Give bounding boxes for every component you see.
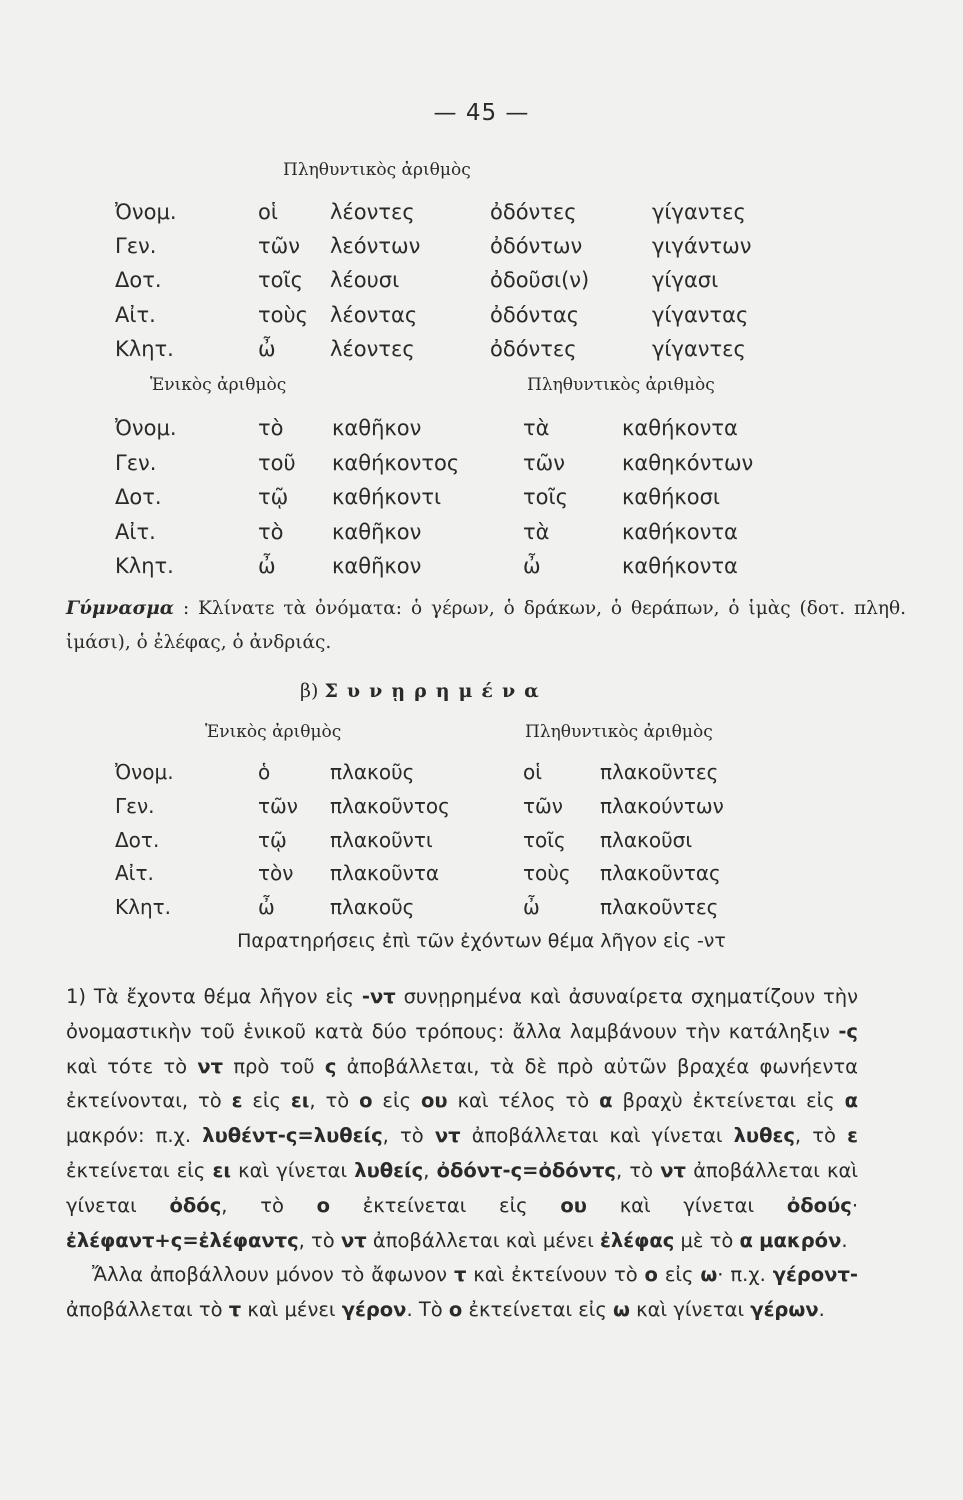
emphasized-term: ε <box>231 1089 243 1113</box>
text-run: , τὸ <box>382 1124 435 1148</box>
table1-cell-case-label: Ὀνομ. <box>115 200 177 224</box>
table3-cell-plural-article: οἱ <box>523 760 543 784</box>
emphasized-term: ἐλέφαντ+ς=ἐλέφαντς <box>66 1228 299 1252</box>
table2-cell-form: καθῆκον <box>332 519 422 544</box>
observations-body <box>66 980 858 1328</box>
table1-cell-plural-form: γιγάντων <box>652 234 752 259</box>
table1-row <box>0 200 963 234</box>
text-run: συνῃρημένα καὶ ἀσυναίρετα σχηματίζουν τὴν ὀνομαστικὴν τοῦ ἑνικοῦ κατὰ δύο τρόπους: ἄλλα λαμβάνουν τὴν κατάληξιν <box>66 985 858 1043</box>
table2-row <box>0 451 963 485</box>
table3-cell-article: ὦ <box>258 895 275 920</box>
table3-cell-plural-article: τοῖς <box>523 827 566 852</box>
table3-cell-form: πλακοῦντος <box>330 793 450 818</box>
emphasized-term: ντ <box>340 1228 367 1252</box>
emphasized-term: ου <box>420 1089 448 1113</box>
text-run: , τὸ <box>309 1089 360 1113</box>
text-run: καὶ γίνεται <box>629 1298 751 1322</box>
table3-cell-form: πλακοῦντι <box>330 827 433 852</box>
emphasized-term: α <box>844 1089 859 1113</box>
emphasized-term: ς <box>324 1054 337 1078</box>
observations-title: Παρατηρήσεις ἐπὶ τῶν ἐχόντων θέμα λῆγον εἰς -ντ <box>237 930 726 952</box>
table2-cell-plural-article: ὦ <box>523 554 541 578</box>
table1-cell-form: λεόντων <box>330 234 421 259</box>
table3-row <box>0 828 963 862</box>
emphasized-term: λυθέντ-ς=λυθείς <box>202 1124 383 1148</box>
emphasized-term: τ <box>453 1263 467 1287</box>
text-run: ἀποβάλλεται τὸ <box>66 1298 229 1322</box>
table3-cell-plural-article: τῶν <box>523 793 563 818</box>
text-run: καὶ γίνεται <box>230 1158 355 1182</box>
table1-cell-plural-form: γίγαντες <box>652 200 746 224</box>
text-run: · π.χ. <box>717 1263 773 1287</box>
section-title-text: Συνῃρημένα <box>324 680 548 702</box>
emphasized-term: ὀδός <box>169 1193 222 1217</box>
table3-cell-article: τῶν <box>258 793 298 818</box>
text-run: ἀποβάλλεται, τὰ δὲ πρὸ αὐτῶν βραχέα φωνήεντα ἐκτείνονται, τὸ <box>66 1054 858 1113</box>
table2-cell-article: τὸ <box>258 416 284 440</box>
table3-cell-article: ὁ <box>258 760 271 784</box>
table1-cell-article: οἱ <box>258 200 278 224</box>
text-run: ἀποβάλλεται καὶ μένει <box>366 1228 601 1252</box>
text-run: ἐκτείνεται εἰς <box>330 1193 561 1217</box>
emphasized-term: ντ <box>197 1054 224 1078</box>
table1-cell-plural-article: ὀδόντων <box>490 234 583 259</box>
table2-cell-case-label: Κλητ. <box>115 554 174 578</box>
emphasized-term: ει <box>290 1089 310 1113</box>
table2-cell-case-label: Ὀνομ. <box>115 416 177 440</box>
emphasized-term: ε <box>847 1124 858 1148</box>
table2-cell-case-label: Γεν. <box>115 450 157 475</box>
emphasized-term: ντ <box>660 1158 686 1182</box>
table3-cell-case-label: Αἰτ. <box>115 861 154 886</box>
table3-cell-form: πλακοῦς <box>330 760 415 784</box>
table1-header: Πληθυντικὸς ἀριθμὸς <box>283 160 471 180</box>
observation-paragraph-1 <box>66 980 858 1258</box>
emphasized-term: γέροντ- <box>772 1263 858 1287</box>
text-run: μακρόν: π.χ. <box>66 1124 203 1148</box>
table2-cell-plural-form: καθήκοσι <box>622 485 721 509</box>
table1-cell-plural-article: ὀδόντας <box>490 302 580 327</box>
table1-cell-case-label: Δοτ. <box>115 268 162 293</box>
text-run: , τὸ <box>616 1158 661 1182</box>
table3-header-plural: Πληθυντικὸς ἀριθμὸς <box>525 722 713 742</box>
table1-cell-plural-article: ὀδόντες <box>490 200 577 224</box>
text-run: ἀποβάλλεται καὶ γίνεται <box>66 1158 858 1217</box>
text-run: βραχὺ ἐκτείνεται εἰς <box>612 1089 845 1113</box>
text-run: καὶ τότε τὸ <box>66 1054 198 1078</box>
table1-cell-plural-form: γίγαντας <box>652 302 749 327</box>
text-run: , τὸ <box>794 1124 848 1148</box>
table3-cell-case-label: Ὀνομ. <box>115 760 174 784</box>
emphasized-term: ω <box>700 1263 718 1287</box>
text-run: εἰς <box>242 1089 291 1113</box>
table2-cell-plural-article: τὰ <box>523 519 550 544</box>
text-run: , τὸ <box>298 1228 341 1252</box>
emphasized-term: ω <box>613 1298 630 1322</box>
text-run: καὶ μένει <box>241 1298 342 1322</box>
table2-cell-form: καθῆκον <box>332 416 422 440</box>
table2-cell-plural-form: καθήκοντα <box>622 416 738 440</box>
emphasized-term: λυθες <box>733 1124 795 1148</box>
table3-cell-case-label: Κλητ. <box>115 895 172 920</box>
emphasized-term: α <box>599 1089 613 1113</box>
table3-cell-article: τῷ <box>258 827 287 852</box>
table3-cell-form: πλακοῦντα <box>330 861 440 886</box>
table2-cell-form: καθήκοντος <box>332 450 460 475</box>
table1-row <box>0 337 963 371</box>
table3-row <box>0 861 963 895</box>
text-run: μὲ τὸ <box>674 1228 740 1252</box>
table2-header-singular: Ἑνικὸς ἀριθμὸς <box>150 375 287 395</box>
table2-cell-plural-article: τοῖς <box>523 485 568 509</box>
table1-cell-article: τῶν <box>258 234 300 259</box>
table2-header-plural: Πληθυντικὸς ἀριθμὸς <box>527 375 715 395</box>
table2-row <box>0 520 963 554</box>
table3-cell-plural-form: πλακούντων <box>600 793 724 818</box>
text-run: · <box>851 1193 859 1217</box>
table1-cell-plural-form: γίγασι <box>652 268 719 293</box>
table1-row <box>0 268 963 302</box>
emphasized-term: ο <box>316 1193 331 1217</box>
page-number: — 45 — <box>433 100 530 126</box>
section-title <box>300 680 548 702</box>
emphasized-term: ὀδόντ-ς=ὀδόντς <box>436 1158 616 1182</box>
text-run: ἐκτείνεται εἰς <box>66 1158 213 1182</box>
emphasized-term: ει <box>212 1158 231 1182</box>
exercise-label: Γύμνασμα <box>66 598 175 619</box>
text-run: . <box>841 1228 848 1252</box>
table2-cell-article: τοῦ <box>258 450 296 475</box>
table2-cell-case-label: Αἰτ. <box>115 519 156 544</box>
table1-cell-case-label: Αἰτ. <box>115 302 156 327</box>
table3-cell-plural-form: πλακοῦντες <box>600 895 719 920</box>
table2-cell-plural-article: τῶν <box>523 450 565 475</box>
emphasized-term: μακρόν <box>759 1228 842 1252</box>
emphasized-term: γέρον <box>341 1298 407 1322</box>
emphasized-term: ντ <box>434 1124 461 1148</box>
text-run: καὶ τέλος τὸ <box>447 1089 600 1113</box>
text-run: . Τὸ <box>406 1298 449 1322</box>
table3-cell-plural-form: πλακοῦντες <box>600 760 719 784</box>
table2-cell-plural-form: καθηκόντων <box>622 450 754 475</box>
table3-cell-plural-article: τοὺς <box>523 861 571 886</box>
emphasized-term: τ <box>228 1298 242 1322</box>
table2-cell-article: τῷ <box>258 485 289 509</box>
table2-cell-plural-form: καθήκοντα <box>622 554 738 578</box>
emphasized-term: γέρων <box>750 1298 819 1322</box>
exercise-text: : Κλίνατε τὰ ὀνόματα: ὁ γέρων, ὁ δράκων, ὁ θεράπων, ὁ ἱμὰς (δοτ. πληθ. ἱμάσι), ὁ ἐλέφας, ὁ ἀνδριάς. <box>66 598 907 653</box>
table1-cell-form: λέουσι <box>330 268 400 293</box>
table2-cell-article: τὸ <box>258 519 284 544</box>
table2-cell-case-label: Δοτ. <box>115 485 162 509</box>
table1-cell-form: λέοντες <box>330 336 415 361</box>
text-run: καὶ ἐκτείνουν τὸ <box>466 1263 645 1287</box>
text-run: , τὸ <box>221 1193 317 1217</box>
text-run: εἰς <box>657 1263 701 1287</box>
emphasized-term: ὀδούς <box>786 1193 852 1217</box>
table3-cell-case-label: Γεν. <box>115 793 155 818</box>
table3-row <box>0 760 963 794</box>
table2-row <box>0 416 963 450</box>
emphasized-term: -ντ <box>361 985 396 1008</box>
table3-header-singular: Ἑνικὸς ἀριθμὸς <box>205 722 342 742</box>
text-run: ἀποβάλλεται καὶ γίνεται <box>460 1124 734 1148</box>
table2-cell-plural-article: τὰ <box>523 416 550 440</box>
table1-cell-plural-article: ὀδοῦσι(ν) <box>490 268 590 293</box>
table2-cell-form: καθῆκον <box>332 554 422 578</box>
table1-row <box>0 303 963 337</box>
table2-row <box>0 485 963 519</box>
exercise-paragraph <box>66 592 906 660</box>
emphasized-term: -ς <box>838 1019 858 1043</box>
emphasized-term: ο <box>359 1089 373 1113</box>
table1-row <box>0 234 963 268</box>
table1-cell-form: λέοντες <box>330 200 415 224</box>
table3-cell-plural-article: ὦ <box>523 895 540 920</box>
table2-cell-article: ὦ <box>258 554 276 578</box>
table1-cell-case-label: Γεν. <box>115 234 157 259</box>
table1-cell-plural-form: γίγαντες <box>652 336 746 361</box>
table1-cell-form: λέοντας <box>330 302 418 327</box>
emphasized-term: α <box>739 1228 753 1252</box>
table3-row <box>0 895 963 929</box>
text-run: καὶ γίνεται <box>586 1193 787 1217</box>
table3-cell-plural-form: πλακοῦντας <box>600 861 721 886</box>
emphasized-term: ἐλέφας <box>600 1228 675 1252</box>
table1-cell-plural-article: ὀδόντες <box>490 336 577 361</box>
text-run: Ἄλλα ἀποβάλλουν μόνον τὸ ἄφωνον <box>92 1263 454 1287</box>
table1-cell-article: τοῖς <box>258 268 303 293</box>
table3-cell-plural-form: πλακοῦσι <box>600 827 693 852</box>
text-run: , <box>423 1158 437 1182</box>
table3-cell-case-label: Δοτ. <box>115 827 160 852</box>
table2-cell-plural-form: καθήκοντα <box>622 519 738 544</box>
text-run: 1) Τὰ ἔχοντα θέμα λῆγον εἰς <box>66 985 362 1008</box>
table1-cell-article: ὦ <box>258 336 276 361</box>
text-run: ἐκτείνεται εἰς <box>462 1298 614 1322</box>
emphasized-term: ο <box>448 1298 463 1322</box>
text-run: . <box>818 1298 825 1322</box>
observation-paragraph-2 <box>66 1258 858 1328</box>
table1-cell-article: τοὺς <box>258 302 308 327</box>
emphasized-term: ου <box>560 1193 587 1217</box>
table3-cell-form: πλακοῦς <box>330 895 415 920</box>
table2-cell-form: καθήκοντι <box>332 485 442 509</box>
table3-row <box>0 794 963 828</box>
table2-row <box>0 554 963 588</box>
emphasized-term: λυθείς <box>354 1158 424 1182</box>
section-prefix: β) <box>300 680 319 702</box>
emphasized-term: ο <box>644 1263 658 1287</box>
table1-cell-case-label: Κλητ. <box>115 336 174 361</box>
text-run: εἰς <box>372 1089 421 1113</box>
text-run: πρὸ τοῦ <box>223 1054 325 1078</box>
table3-cell-article: τὸν <box>258 861 294 886</box>
